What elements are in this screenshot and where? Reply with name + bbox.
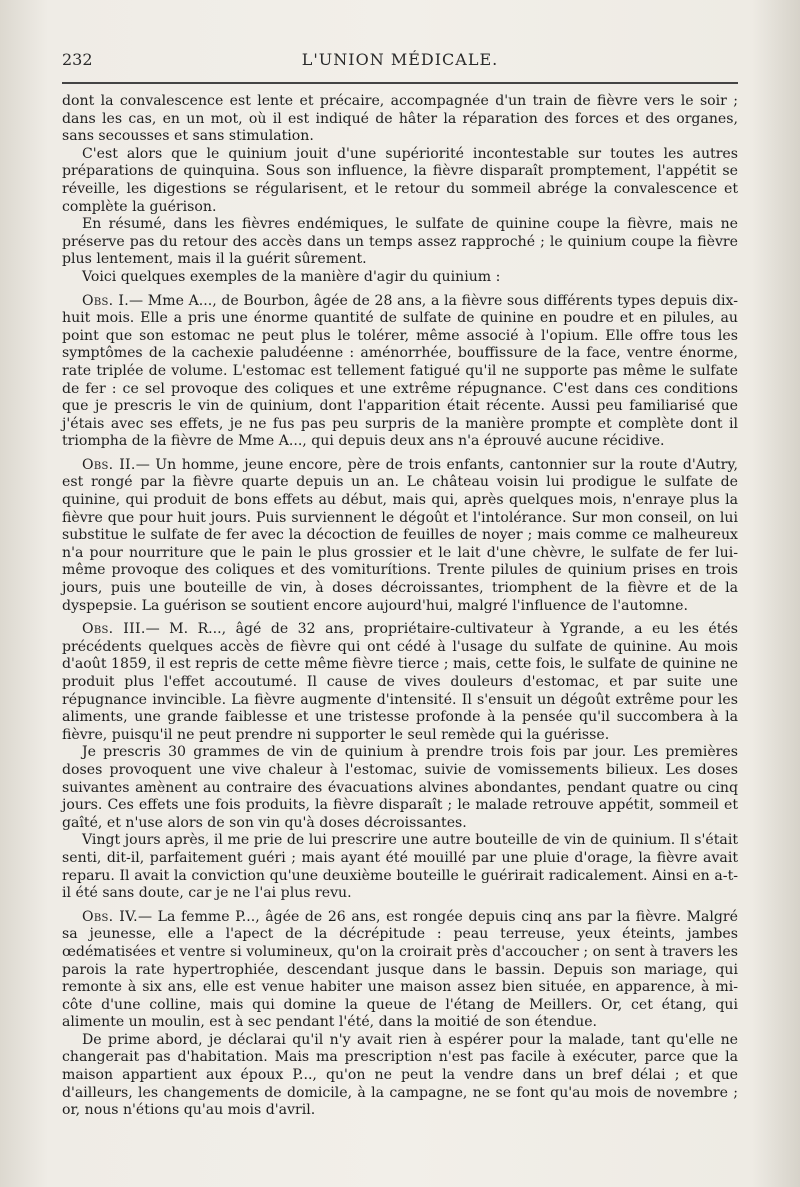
observation-3 — [62, 621, 738, 744]
page-header — [62, 50, 738, 80]
paragraph-11: De prime abord, je déclarai qu'il n'y avait rien à espérer pour la malade, tant qu'elle ne changerait pas d'habitation. Mais ma prescription n'est pas facile à exécuter, parce que la maison appartient aux époux P..., qu'on ne peut la vendre dans un bref délai ; et que d'ailleurs, les changements de domicile, à la campagne, ne se font qu'au mois de novembre ; or, nous n'étions qu'au mois d'avril. — [62, 1031, 738, 1119]
observation-4-text: — La femme P..., âgée de 26 ans, est rongée depuis cinq ans par la fièvre. Malgré sa jeunesse, elle a l'apect de la décrépitude : peau terreuse, yeux éteints, jambes œdématisées et ventre si volumineux, qu'on la croirait près d'accoucher ; on sent à travers les parois la rate hypertrophiée, descendant jusque dans le bassin. Depuis son mariage, qui remonte à six ans, elle est venue habiter une maison assez bien située, en apparence, à mi-côte d'une colline, mais qui domine la queue de l'étang de Meillers. Or, cet étang, qui alimente un moulin, est à sec pendant l'été, dans la moitié de son étendue. — [62, 908, 739, 1031]
observation-2-label: Obs. II. — [82, 456, 136, 473]
observation-1 — [62, 293, 738, 451]
observation-4 — [62, 909, 738, 1032]
observation-1-label: Obs. I. — [82, 292, 130, 309]
paragraph-1: dont la convalescence est lente et précaire, accompagnée d'un train de fièvre vers le soir ; dans les cas, en un mot, où il est indiqué de hâter la réparation des forces et des organes, sans secousses et sans stimulation. — [62, 93, 738, 145]
observation-2-text: — Un homme, jeune encore, père de trois enfants, cantonnier sur la route d'Autry, est rongé par la fièvre quarte depuis un an. Le château voisin lui prodigue le sulfate de quinine, qui produit de bons effets au début, mais qui, après quelques mois, n'enraye plus la fièvre que pour huit jours. Puis surviennent le dégoût et l'intolérance. Sur mon conseil, on lui substitue le sulfate de fer avec la décoction de feuilles de noyer ; mais comme ce malheureux n'a pour nourriture que le pain le plus grossier et le lait d'une chèvre, le sulfate de fer lui-même provoque des coliques et des vomiturítions. Trente pilules de quinium prises en trois jours, puis une bouteille de vin, à doses décroissantes, triomphent de la fièvre et de la dyspepsie. La guérison se soutient encore aujourd'hui, malgré l'influence de l'automne. — [62, 456, 738, 614]
paragraph-9: Vingt jours après, il me prie de lui prescrire une autre bouteille de vin de quinium. Il s'était senti, dit-il, parfaitement guéri ; mais ayant été mouillé par une pluie d'orage, la fièvre avait reparu. Il avait la conviction qu'une deuxième bouteille le guérirait radicalement. Ainsi en a-t-il été sans doute, car je ne l'ai plus revu. — [62, 832, 738, 902]
running-title: L'UNION MÉDICALE. — [301, 50, 499, 69]
paragraph-4: Voici quelques exemples de la manière d'agir du quinium : — [82, 268, 501, 285]
article-body — [62, 93, 738, 1120]
paragraph-8: Je prescris 30 grammes de vin de quinium à prendre trois fois par jour. Les premières doses provoquent une vive chaleur à l'estomac, suivie de vomissements bilieux. Les doses suivantes amènent au contraire des évacuations alvines abondantes, pendant quatre ou cinq jours. Ces effets une fois produits, la fièvre disparaît ; le malade retrouve appétit, sommeil et gaîté, et n'use alors de son vin qu'à doses décroissantes. — [62, 744, 738, 831]
paragraph-3: En résumé, dans les fièvres endémiques, le sulfate de quinine coupe la fièvre, mais ne préserve pas du retour des accès dans un temps assez rapproché ; le quinium coupe la fièvre plus lentement, mais il la guérit sûrement. — [62, 216, 738, 268]
observation-2 — [62, 457, 738, 615]
observation-4-label: Obs. IV. — [82, 908, 138, 925]
paragraph-2: C'est alors que le quinium jouit d'une supériorité incontestable sur toutes les autres préparations de quinquina. Sous son influence, la fièvre disparaît promptement, l'appétit se réveille, les digestions se régularisent, et le retour du sommeil abrége la convalescence et complète la guérison. — [62, 145, 738, 215]
page-number: 232 — [62, 50, 93, 69]
header-rule — [62, 82, 738, 84]
observation-1-text: — Mme A..., de Bourbon, âgée de 28 ans, a la fièvre sous différents types depuis dix-huit mois. Elle a pris une énorme quantité de sulfate de quinine en poudre et en pilules, au point que son estomac ne peut plus le tolérer, même associé à l'opium. Elle offre tous les symptômes de la cachexie paludéenne : aménorrhée, bouffissure de la face, ventre énorme, rate triplée de volume. L'estomac est tellement fatigué qu'il ne supporte pas même le sulfate de fer : ce sel provoque des coliques et une extrême répugnance. C'est dans ces conditions que je prescris le vin de quinium, dont l'apparition était récente. Aussi peu familiarisé que j'étais avec ses effets, je ne fus pas peu surpris de la manière prompte et complète dont il triompha de la fièvre de Mme A..., qui depuis deux ans n'a éprouvé aucune récidive. — [62, 292, 738, 450]
observation-3-label: Obs. III. — [82, 621, 146, 638]
observation-3-text: — M. R..., âgé de 32 ans, propriétaire-cultivateur à Ygrande, a eu les étés précédents quelques accès de fièvre qui ont cédé à l'usage du sulfate de quinine. Au mois d'août 1859, il est repris de cette même fièvre tierce ; mais, cette fois, le sulfate de quinine ne produit plus l'effet accoutumé. Il cause de vives douleurs d'estomac, et par suite une répugnance invincible. La fièvre augmente d'intensité. Il s'ensuit un dégoût extrême pour les aliments, une grande faiblesse et une tristesse profonde à la pensée qu'il succombera à la fièvre, puisqu'il ne peut prendre ni supporter le seul remède qui la guérisse. — [62, 621, 738, 743]
